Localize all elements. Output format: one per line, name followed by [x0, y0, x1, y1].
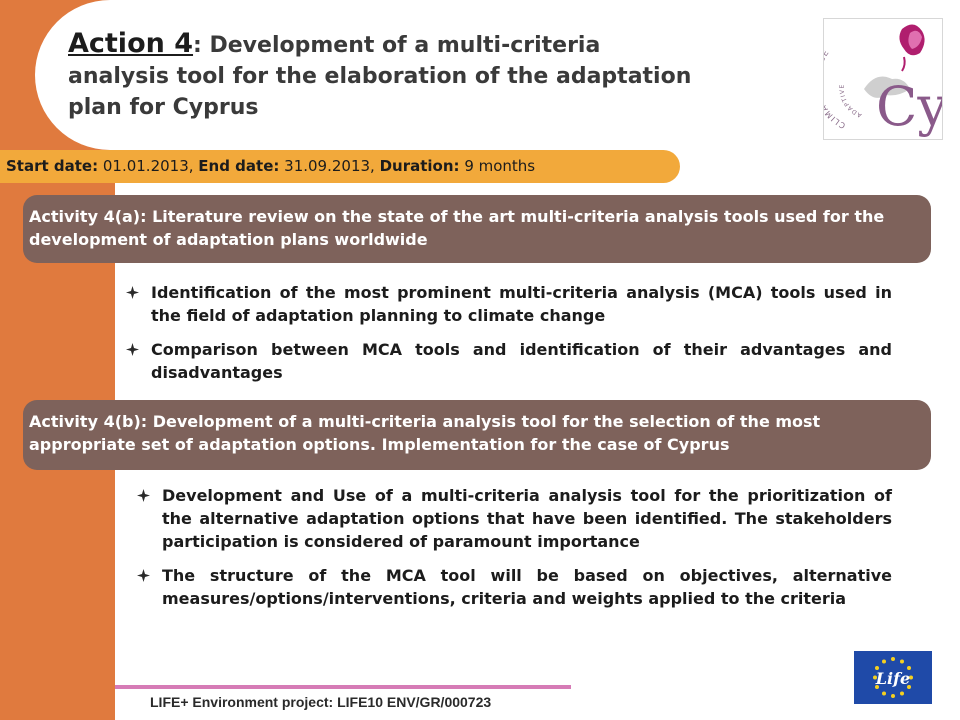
title-separator: :	[193, 33, 202, 58]
list-item	[126, 338, 892, 384]
cyprus-logo-icon	[824, 19, 942, 139]
bullet-text: The structure of the MCA tool will be based on objectives, alternative measures/options/interventions, criteria and weights applied to the criteria	[162, 566, 892, 608]
footer-divider	[115, 685, 571, 689]
logo-letters: Cy	[876, 75, 942, 138]
logo-inner-text: ADAPTIVE	[838, 83, 863, 119]
action-label: Action 4	[68, 28, 194, 59]
project-dates-bar	[0, 150, 680, 183]
activity-4a-header: Activity 4(a): Literature review on the state of the art multi-criteria analysis tools used for the development of adaptation plans worldwide	[23, 195, 931, 263]
duration-value: 9 months	[459, 157, 536, 175]
list-item	[126, 281, 892, 327]
end-date-label: End date:	[198, 157, 280, 175]
eu-life-logo	[854, 651, 932, 704]
diamond-bullet-icon	[137, 489, 150, 502]
life-logo-text: Life	[875, 669, 911, 688]
list-item	[137, 484, 892, 553]
end-date-value: 31.09.2013,	[279, 157, 380, 175]
duration-label: Duration:	[379, 157, 460, 175]
start-date-label: Start date:	[6, 157, 99, 175]
bullet-text: Comparison between MCA tools and identification of their advantages and disadvantages	[151, 340, 892, 382]
list-item	[137, 564, 892, 610]
diamond-bullet-icon	[126, 286, 139, 299]
start-date-value: 01.01.2013,	[98, 157, 199, 175]
eu-flag-icon	[854, 651, 932, 704]
logo-arc-text: CLI	[828, 113, 847, 131]
activity-4b-header: Activity 4(b): Development of a multi-criteria analysis tool for the selection of the most appropriate set of adaptation options. Implementation for the case of Cyprus	[23, 400, 931, 470]
bullet-text: Development and Use of a multi-criteria analysis tool for the prioritization of the alternative adaptation options that have been identified. The stakeholders participation is considered of paramount importance	[162, 486, 892, 551]
activity-4b-bullet-list	[137, 484, 892, 621]
activity-4a-bullet-list	[126, 281, 892, 395]
page-title	[68, 28, 708, 123]
diamond-bullet-icon	[126, 343, 139, 356]
climate-change-cy-logo	[823, 18, 943, 140]
title-text: Development of a multi-criteria analysis tool for the elaboration of the adaptation plan for Cyprus	[68, 33, 692, 120]
footer-project-code: LIFE+ Environment project: LIFE10 ENV/GR/000723	[150, 694, 492, 710]
bullet-text: Identification of the most prominent multi-criteria analysis (MCA) tools used in the field of adaptation planning to climate change	[151, 283, 892, 325]
diamond-bullet-icon	[137, 569, 150, 582]
